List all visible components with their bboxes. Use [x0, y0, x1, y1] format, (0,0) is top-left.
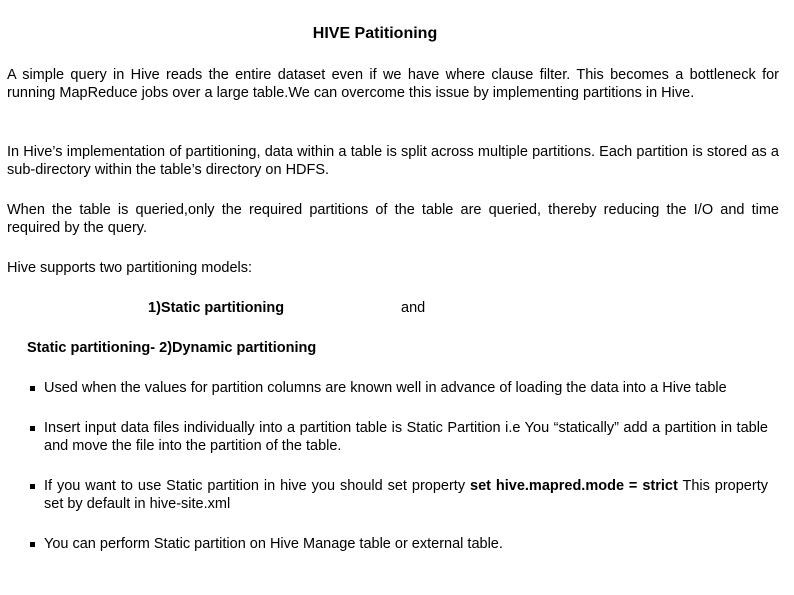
- implementation-paragraph: In Hive’s implementation of partitioning, data within a table is split across multiple partitions. Each partition is stored as a sub-directory within the table’s directory on HDFS.: [7, 144, 779, 178]
- list-item: [30, 477, 768, 513]
- static-partition-bullet-list: [30, 379, 768, 575]
- bullet-text-post: This property set by default in hive-site.xml: [44, 478, 768, 512]
- bullet-icon: [30, 386, 35, 391]
- bullet-icon: [30, 484, 35, 489]
- intro-paragraph: A simple query in Hive reads the entire dataset even if we have where clause filter. This becomes a bottleneck for running MapReduce jobs over a large table.We can overcome this issue by implementing partitions in Hive.: [7, 67, 779, 101]
- static-heading-text: Static partitioning-: [27, 340, 156, 356]
- bullet-text: Insert input data files individually into a partition table is Static Partition i.e You “statically” add a partition in table and move the file into the partition of the table.: [44, 420, 768, 454]
- bullet-icon: [30, 542, 35, 547]
- dynamic-partitioning-label: 2)Dynamic partitioning: [159, 340, 317, 356]
- query-paragraph: When the table is queried,only the required partitions of the table are queried, thereby reducing the I/O and time required by the query.: [7, 202, 779, 236]
- page-title: HIVE Patitioning: [312, 25, 438, 42]
- models-intro-paragraph: Hive supports two partitioning models:: [7, 260, 253, 276]
- list-item: [30, 535, 768, 553]
- list-item: [30, 419, 768, 455]
- bullet-text-pre: If you want to use Static partition in hive you should set property: [44, 478, 470, 494]
- bullet-icon: [30, 426, 35, 431]
- static-partitioning-label: 1)Static partitioning: [148, 300, 285, 316]
- list-item: [30, 379, 768, 397]
- bullet-text: Used when the values for partition columns are known well in advance of loading the data into a Hive table: [44, 380, 727, 396]
- bullet-text-command: set hive.mapred.mode = strict: [470, 478, 678, 494]
- and-label: and: [401, 300, 426, 316]
- bullet-text: You can perform Static partition on Hive Manage table or external table.: [44, 536, 503, 552]
- static-dynamic-heading: [27, 339, 316, 357]
